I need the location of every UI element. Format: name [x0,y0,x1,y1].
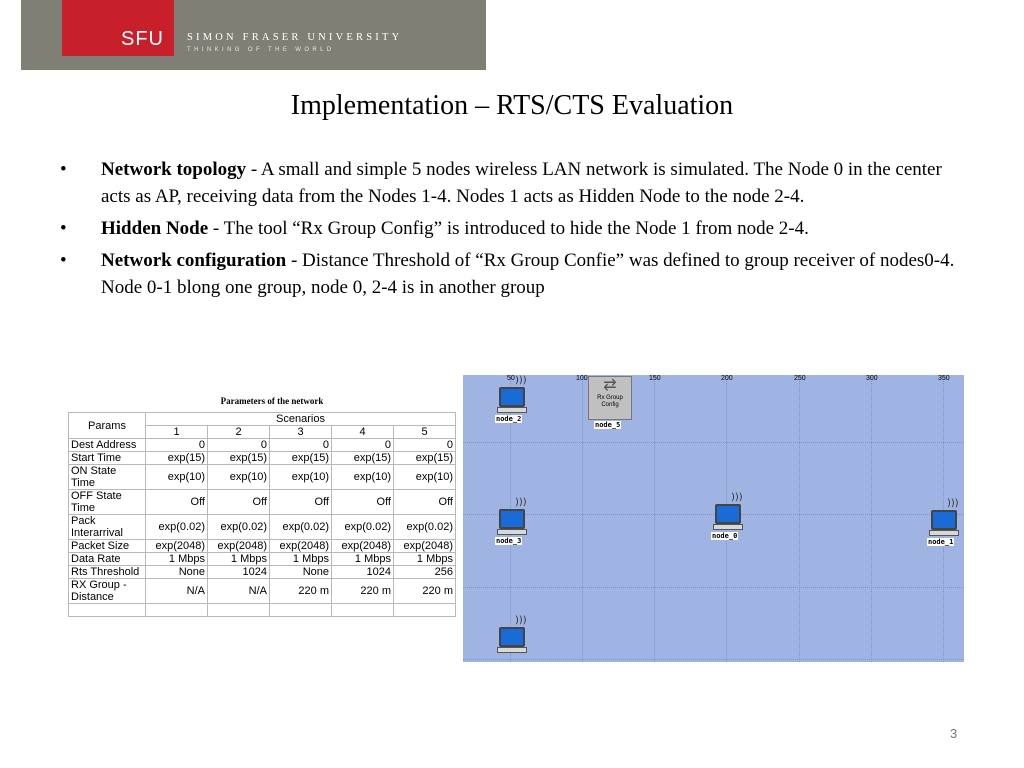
param-value [208,604,270,617]
table-row [69,553,456,566]
param-value: exp(0.02) [270,515,332,540]
axis-tick: 350 [938,375,950,382]
param-value: exp(15) [332,452,394,465]
param-value: exp(2048) [146,540,208,553]
param-value: exp(10) [332,465,394,490]
param-label: Pack Interarrival [69,515,146,540]
bullet-dot: • [60,250,67,271]
node-4[interactable] [495,615,535,662]
antenna-icon: ))) [515,497,527,508]
bullet-item [60,247,960,301]
param-value: None [146,566,208,579]
param-value: 220 m [270,579,332,604]
table-row [69,566,456,579]
param-value: N/A [208,579,270,604]
computer-icon [499,627,525,647]
param-value: Off [332,490,394,515]
param-value: 220 m [332,579,394,604]
scenario-number: 2 [208,426,270,439]
grid-line [654,375,656,662]
param-value: 1 Mbps [208,553,270,566]
axis-tick: 100 [576,375,588,382]
param-value: Off [146,490,208,515]
bullet-text: - A small and simple 5 nodes wireless LAN network is simulated. The Node 0 in the center acts as AP, receiving data from the Nodes 1-4. Nodes 1 acts as Hidden Node to the node 2-4. [101,159,942,207]
antenna-icon: ))) [731,492,743,503]
grid-line [799,375,801,662]
grid-line [871,375,873,662]
computer-base [497,407,527,413]
bullet-list [60,156,960,306]
computer-icon [499,387,525,407]
param-value: 1024 [208,566,270,579]
param-value: 1 Mbps [394,553,456,566]
param-value: exp(15) [146,452,208,465]
antenna-icon: ))) [515,375,527,386]
grid-line [463,587,964,589]
param-value: 1 Mbps [146,553,208,566]
param-label: OFF State Time [69,490,146,515]
param-value [394,604,456,617]
node-3[interactable] [495,497,535,551]
param-value: 220 m [394,579,456,604]
computer-base [497,529,527,535]
node-label: node_0 [712,532,738,540]
param-value: None [270,566,332,579]
bullet-item [60,156,960,210]
param-label [69,604,146,617]
param-value: 1 Mbps [332,553,394,566]
param-value: 256 [394,566,456,579]
param-label: ON State Time [69,465,146,490]
axis-tick: 200 [721,375,733,382]
scenario-number: 3 [270,426,332,439]
param-value [146,604,208,617]
param-value: Off [208,490,270,515]
param-value [270,604,332,617]
param-value: exp(10) [208,465,270,490]
param-label: Packet Size [69,540,146,553]
axis-tick: 300 [866,375,878,382]
bullet-heading: Hidden Node [101,218,209,239]
axis-tick: 250 [794,375,806,382]
computer-base [713,524,743,530]
table-row [69,579,456,604]
param-value: 1 Mbps [270,553,332,566]
table-row [69,452,456,465]
config-arrows-icon: ⇄ [603,377,617,394]
bullet-dot: • [60,159,67,180]
table-header-row [69,413,456,426]
grid-line [463,659,964,661]
node-label: node_3 [496,537,522,545]
table-title: Parameters of the network [220,396,324,406]
table-row [69,465,456,490]
param-label: Rts Threshold [69,566,146,579]
scenario-number: 5 [394,426,456,439]
antenna-icon: ))) [947,498,959,509]
table-row [69,439,456,452]
param-value: exp(0.02) [394,515,456,540]
parameters-table-block [68,396,456,617]
rx-group-config-tool[interactable] [588,376,632,420]
param-label: Start Time [69,452,146,465]
parameters-table [68,412,456,617]
param-value: exp(2048) [394,540,456,553]
param-value: 0 [394,439,456,452]
simulation-canvas[interactable] [463,375,964,662]
param-value: exp(0.02) [208,515,270,540]
param-value: exp(2048) [208,540,270,553]
param-label: Dest Address [69,439,146,452]
node-label: node_1 [928,538,954,546]
param-label: RX Group - Distance [69,579,146,604]
computer-icon [499,509,525,529]
university-tagline: THINKING OF THE WORLD [187,47,335,53]
university-name: SIMON FRASER UNIVERSITY [187,32,403,43]
param-value: 0 [146,439,208,452]
scenario-number: 4 [332,426,394,439]
table-row [69,604,456,617]
axis-tick: 150 [649,375,661,382]
param-value: exp(10) [270,465,332,490]
grid-line [582,375,584,662]
bullet-dot: • [60,218,67,239]
table-row [69,540,456,553]
param-value: exp(0.02) [332,515,394,540]
param-value: exp(15) [394,452,456,465]
bullet-text: - The tool “Rx Group Config” is introduced to hide the Node 1 from node 2-4. [208,218,809,239]
scenarios-header: Scenarios [146,413,456,426]
param-value: exp(2048) [270,540,332,553]
node-label: node_2 [496,415,522,423]
param-value: 1024 [332,566,394,579]
logo-text: SFU [121,28,164,50]
page-number: 3 [950,726,958,741]
param-value: Off [394,490,456,515]
computer-base [497,647,527,653]
param-value: 0 [332,439,394,452]
header-bar [21,0,486,70]
param-value [332,604,394,617]
param-value: exp(2048) [332,540,394,553]
param-value: Off [270,490,332,515]
bullet-heading: Network topology [101,159,247,180]
node-1[interactable] [927,498,964,552]
bullet-text: - Distance Threshold of “Rx Group Confie” was defined to group receiver of nodes0-4. Node 0-1 blong one group, node 0, 2-4 is in another group [101,250,955,298]
param-label: Data Rate [69,553,146,566]
param-value: exp(10) [394,465,456,490]
bullet-item [60,215,960,242]
params-header: Params [69,413,146,439]
computer-base [929,530,959,536]
param-value: exp(15) [270,452,332,465]
computer-icon [715,504,741,524]
scenario-number: 1 [146,426,208,439]
param-value: exp(0.02) [146,515,208,540]
param-value: 0 [208,439,270,452]
param-value: 0 [270,439,332,452]
table-row [69,490,456,515]
antenna-icon: ))) [515,615,527,626]
param-value: exp(15) [208,452,270,465]
computer-icon [931,510,957,530]
rx-config-node-label: node_5 [595,421,621,429]
slide-title: Implementation – RTS/CTS Evaluation [290,90,734,121]
param-value: exp(10) [146,465,208,490]
bullet-heading: Network configuration [101,250,287,271]
node-0[interactable] [711,492,751,546]
table-row [69,515,456,540]
param-value: N/A [146,579,208,604]
grid-line [463,442,964,444]
rx-config-label: Rx Group Config [597,395,623,408]
axis-tick: 50 [507,375,515,382]
